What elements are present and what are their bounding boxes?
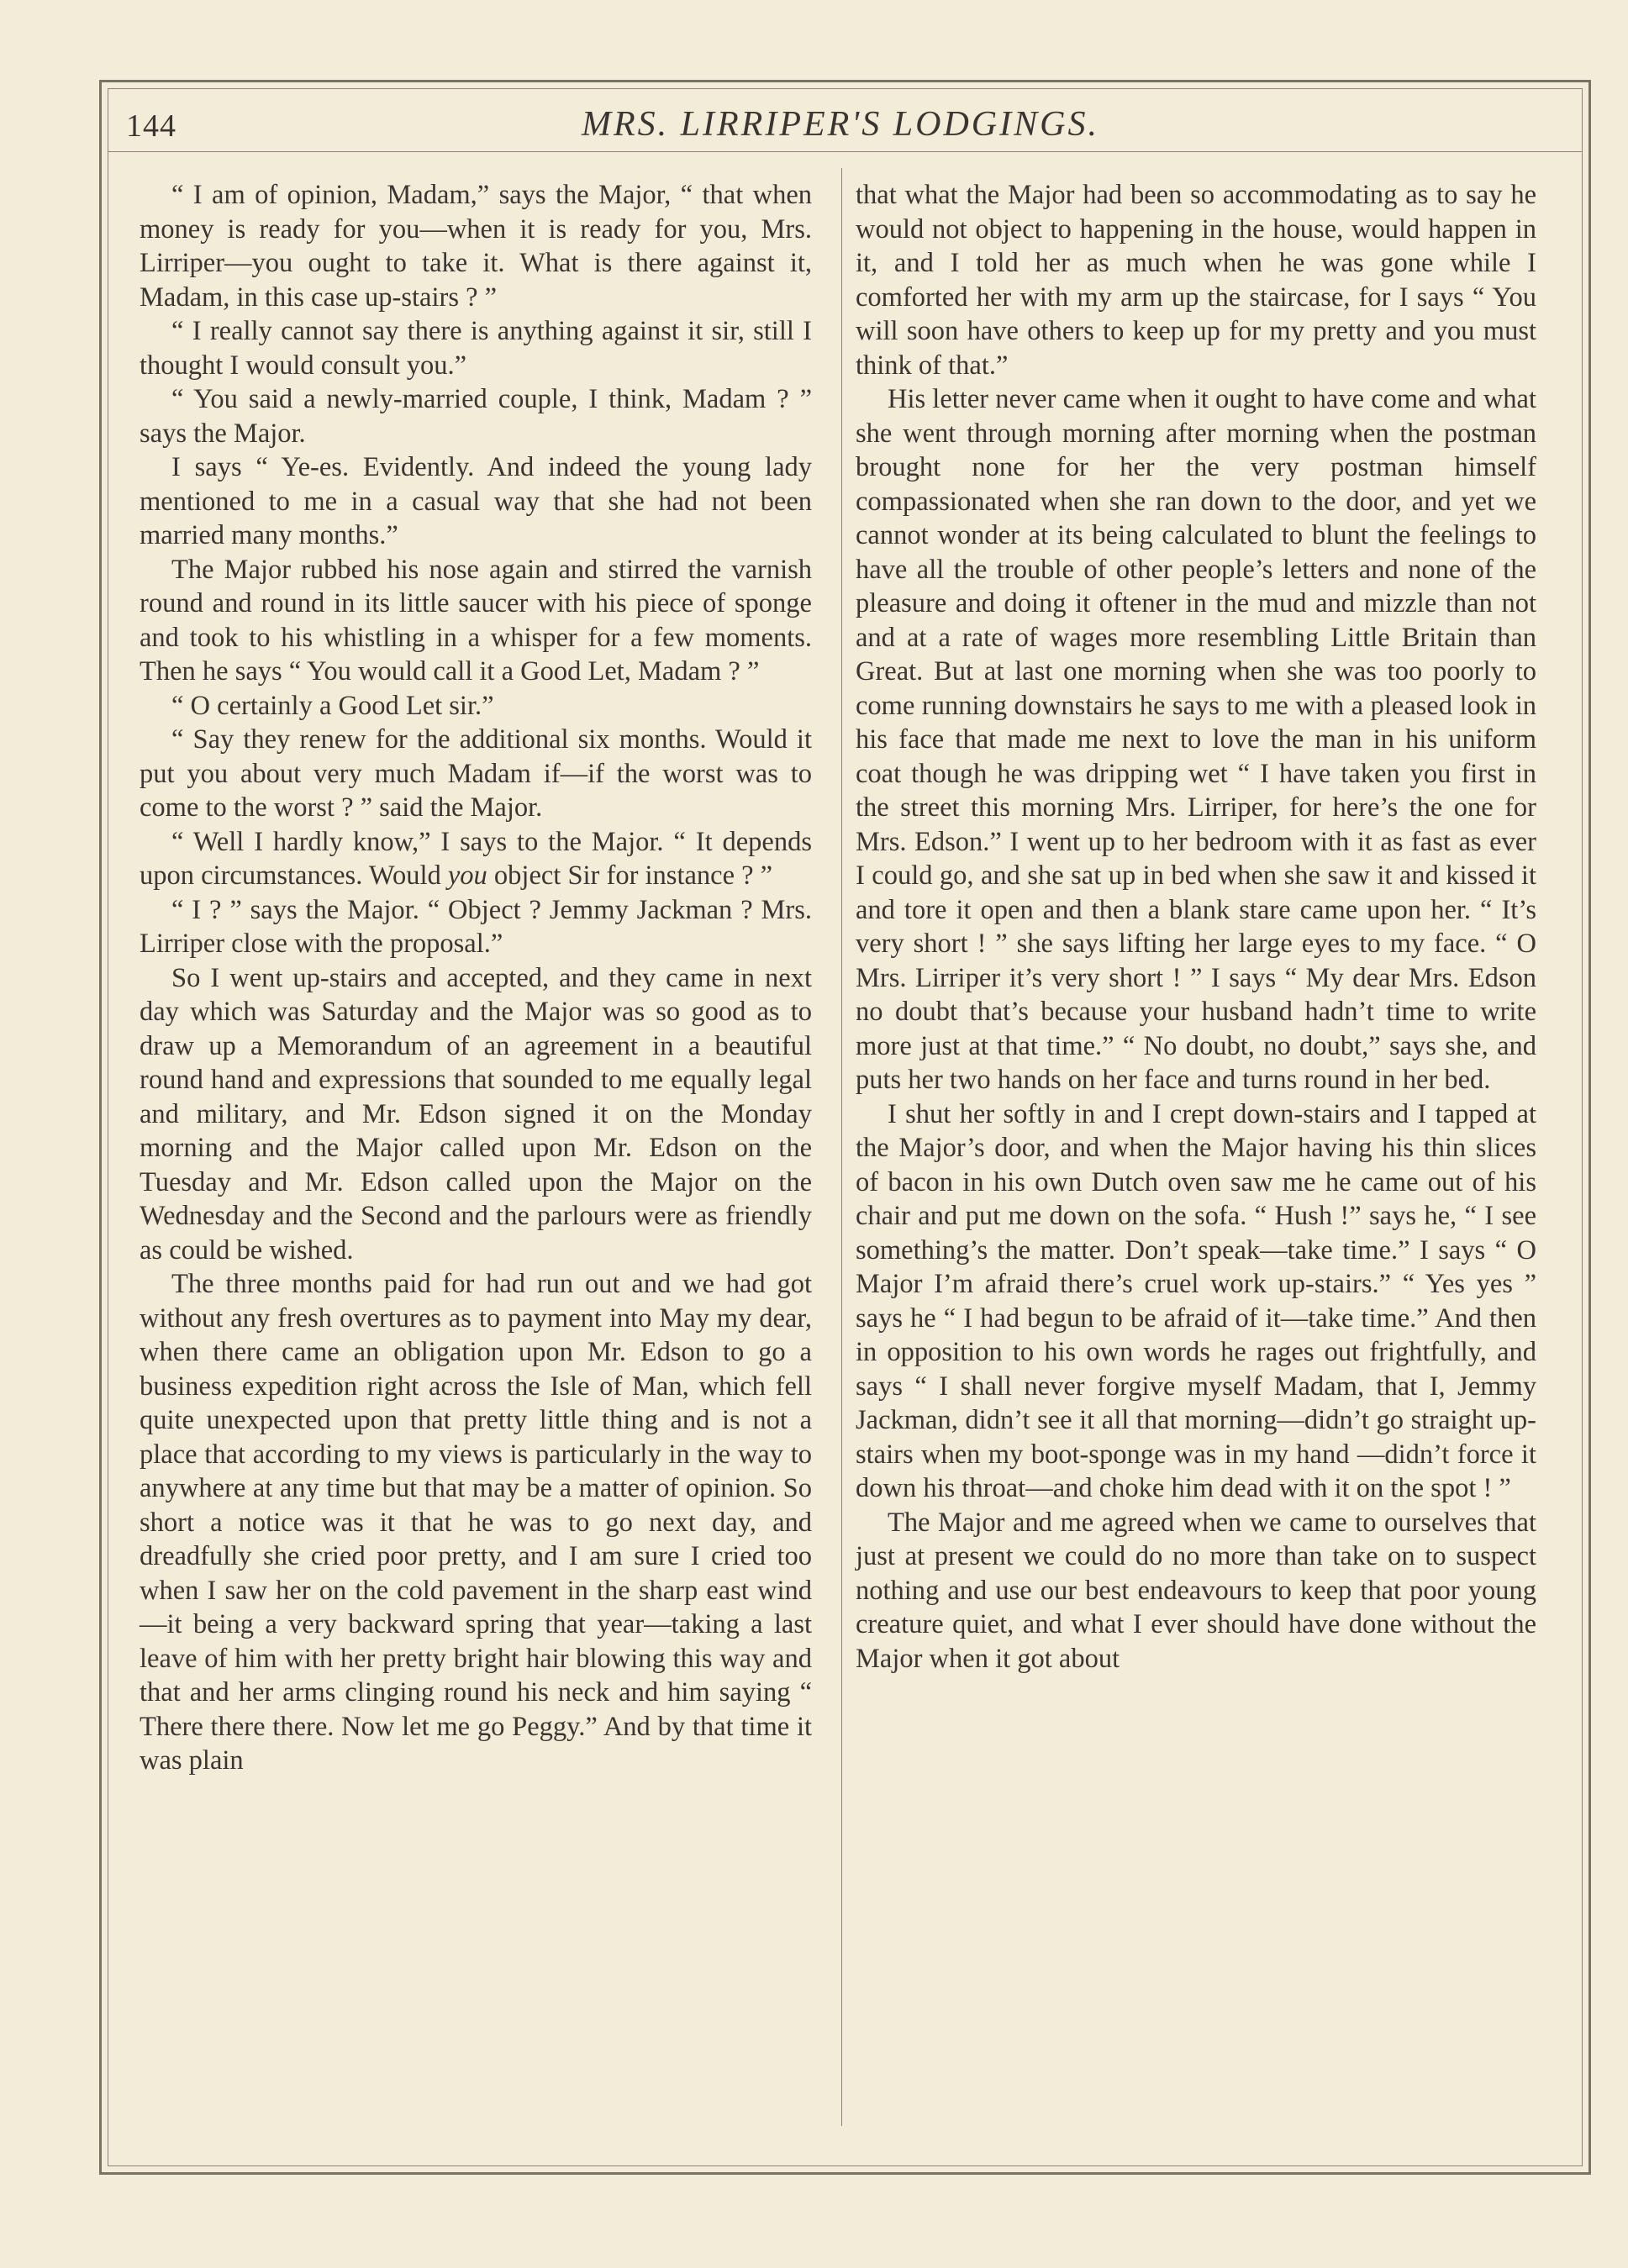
paragraph: “ I really cannot say there is anything against it sir, still I thought I would consult you.” (140, 316, 812, 381)
emphasis-text: you (447, 860, 487, 891)
paragraph: The Major rubbed his nose again and stirred the varnish round and round in its little saucer with his piece of sponge and took to his whistling in a whisper for a few moments. Then he says “ You would call it a Good Let, Madam ? ” (140, 554, 812, 687)
column-divider (841, 168, 842, 2126)
paragraph: “ I am of opinion, Madam,” says the Major, “ that when money is ready for you—when it is ready for you, Mrs. Lirriper—you ought to take it. What is there against it, Madam, in this case up-stairs ? ” (140, 180, 812, 313)
running-title: MRS. LIRRIPER'S LODGINGS. (582, 105, 1099, 144)
page-number: 144 (126, 108, 176, 144)
paragraph: So I went up-stairs and accepted, and they came in next day which was Saturday and the Major was so good as to draw up a Memorandum of an agreement in a beautiful round hand and expressions that sounded to me equally legal and military, and Mr. Edson signed it on the Monday morning and the Major called upon Mr. Edson on the Tuesday and Mr. Edson called upon the Major on the Wednesday and the Second and the parlours were as friendly as could be wished. (140, 962, 812, 1266)
paragraph: “ I ? ” says the Major. “ Object ? Jemmy Jackman ? Mrs. Lirriper close with the proposal.” (140, 894, 812, 959)
left-column (140, 178, 812, 1778)
paragraph (140, 825, 812, 893)
paragraph: His letter never came when it ought to have come and what she went through morning after morning when the postman brought none for her the very postman himself compassionated when she ran down to the door, and yet we cannot wonder at its being calculated to blunt the feelings to have all the trouble of other people’s letters and none of the pleasure and doing it oftener in the mud and mizzle than not and at a rate of wages more resembling Little Britain than Great. But at last one morning when she was too poorly to come running downstairs he says to me with a pleased look in his face that made me next to love the man in his uniform coat though he was dripping wet “ I have taken you first in the street this morning Mrs. Lirriper, for here’s the one for Mrs. Edson.” I went up to her bedroom with it as fast as ever I could go, and she sat up in bed when she saw it and kissed it and tore it open and then a blank stare came upon her. “ It’s very short ! ” she says lifting her large eyes to my face. “ O Mrs. Lirriper it’s very short ! ” I says “ My dear Mrs. Edson no doubt that’s because your husband hadn’t time to write more just at that time.” “ No doubt, no doubt,” says she, and puts her two hands on her face and turns round in her bed. (856, 384, 1536, 1095)
paragraph-text: “ Well I hardly know,” I says to the Major. “ It depends upon circumstances. Would (140, 826, 812, 891)
paragraph: “ You said a newly-married couple, I think, Madam ? ” says the Major. (140, 384, 812, 449)
header-rule (108, 151, 1583, 152)
right-column (856, 178, 1536, 1676)
paragraph: that what the Major had been so accommodating as to say he would not object to happening in the house, would happen in it, and I told her as much when he was gone while I comforted her with my arm up the staircase, for I says “ You will soon have others to keep up for my pretty and you must think of that.” (856, 180, 1536, 381)
paragraph: I shut her softly in and I crept down-stairs and I tapped at the Major’s door, and when the Major having his thin slices of bacon in his own Dutch oven saw me he came out of his chair and put me down on the sofa. “ Hush !” says he, “ I see something’s the matter. Don’t speak—take time.” I says “ O Major I’m afraid there’s cruel work up-stairs.” “ Yes yes ” says he “ I had begun to be afraid of it—take time.” And then in opposition to his own words he rages out frightfully, and says “ I shall never forgive myself Madam, that I, Jemmy Jackman, didn’t see it all that morning—didn’t go straight up-stairs when my boot-sponge was in my hand —didn’t force it down his throat—and choke him dead with it on the spot ! ” (856, 1098, 1536, 1503)
paragraph: “ Say they renew for the additional six months. Would it put you about very much Madam if—if the worst was to come to the worst ? ” said the Major. (140, 724, 812, 823)
paragraph: The Major and me agreed when we came to ourselves that just at present we could do no more than take on to suspect nothing and use our best endeavours to keep that poor young creature quiet, and what I ever should have done without the Major when it got about (856, 1507, 1536, 1674)
paragraph: The three months paid for had run out and we had got without any fresh overtures as to payment into May my dear, when there came an obligation upon Mr. Edson to go a business expedition right across the Isle of Man, which fell quite unexpected upon that pretty little thing and is not a place that according to my views is particularly in the way to anywhere at any time but that may be a matter of opinion. So short a notice was it that he was to go next day, and dreadfully she cried poor pretty, and I am sure I cried too when I saw her on the cold pavement in the sharp east wind—it being a very backward spring that year—taking a last leave of him with her pretty bright hair blowing this way and that and her arms clinging round his neck and him saying “ There there there. Now let me go Peggy.” And by that time it was plain (140, 1269, 812, 1776)
paragraph-text: object Sir for instance ? ” (493, 860, 773, 891)
paragraph: I says “ Ye-es. Evidently. And indeed the young lady mentioned to me in a casual way that she had not been married many months.” (140, 452, 812, 550)
paragraph: “ O certainly a Good Let sir.” (171, 690, 494, 721)
